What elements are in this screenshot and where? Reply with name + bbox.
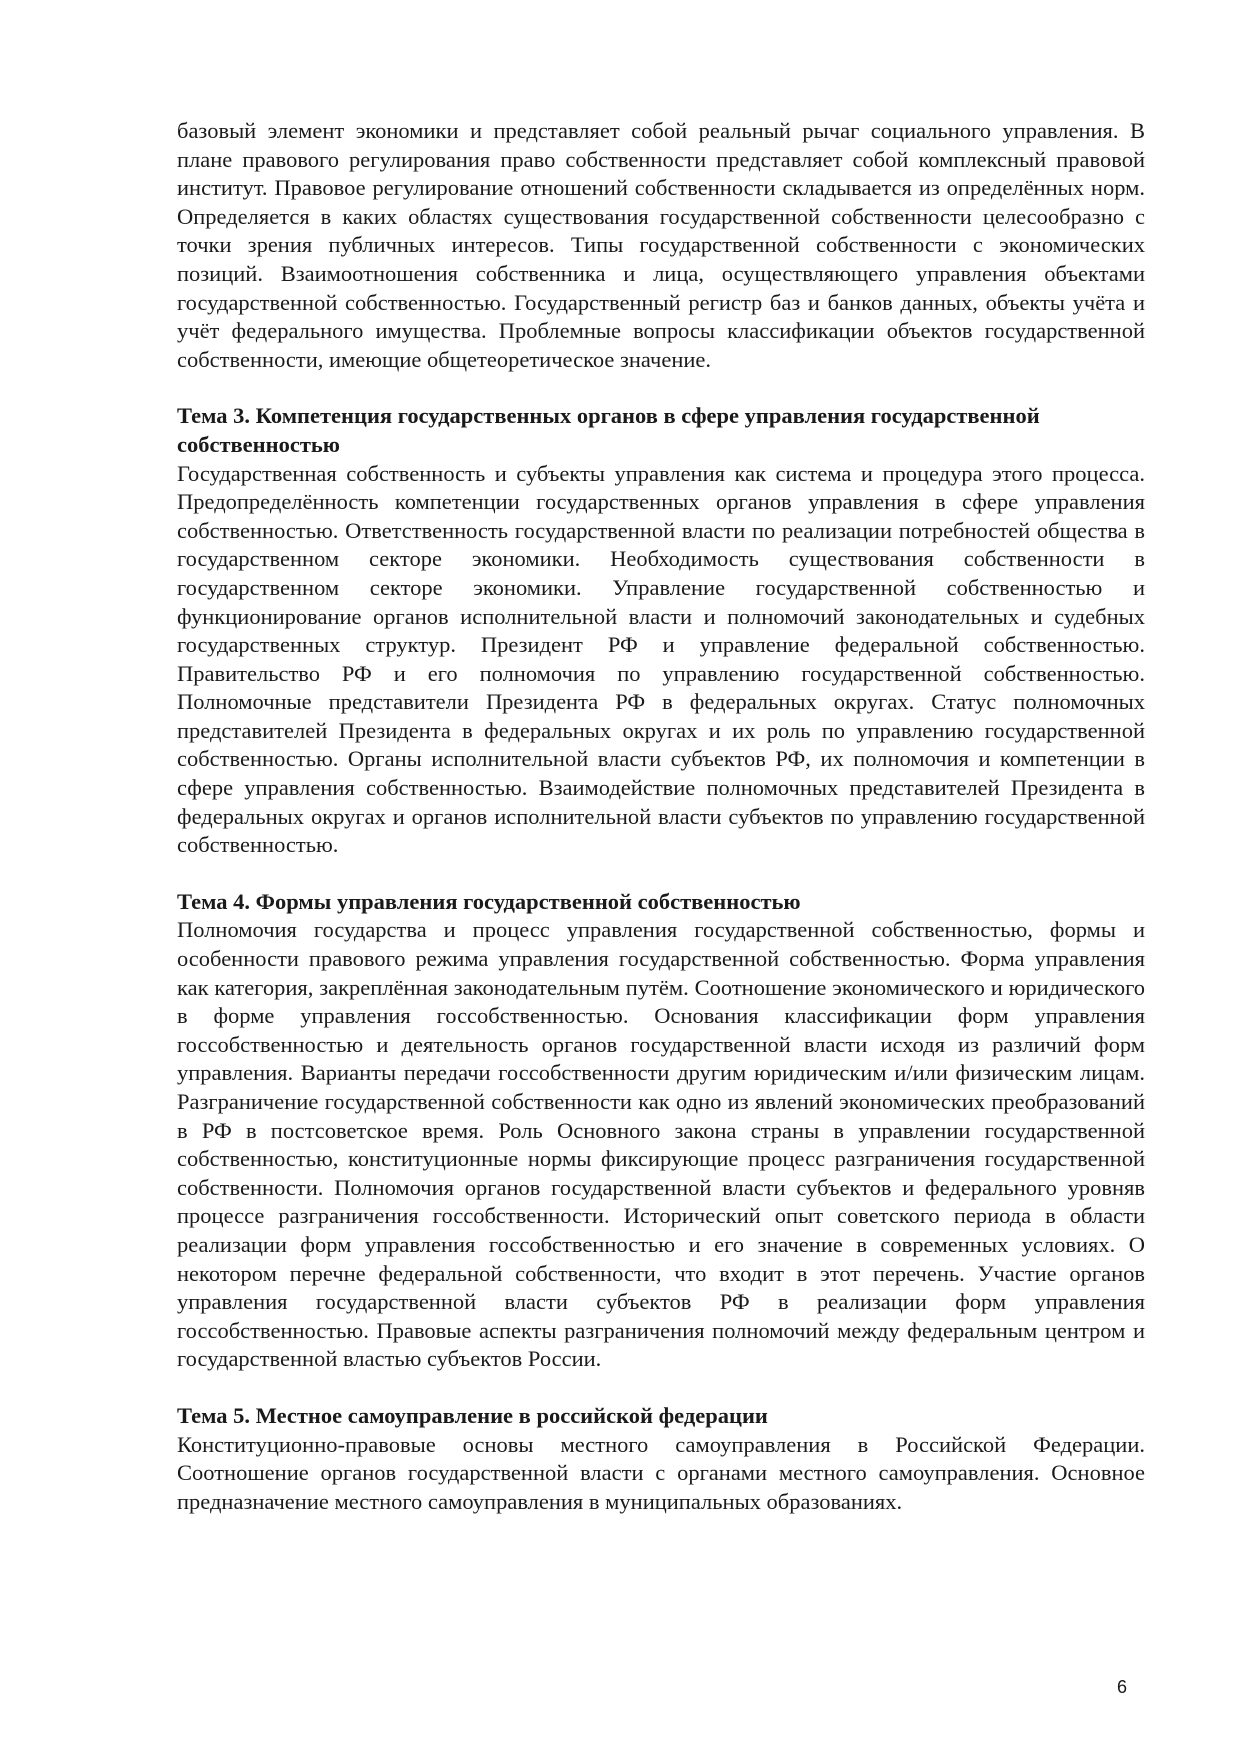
page-number: 6 bbox=[1117, 1677, 1128, 1697]
topic-4-heading: Тема 4. Формы управления государственной собственностью bbox=[177, 888, 801, 914]
topic-3-section bbox=[177, 402, 1145, 860]
topic-5-section bbox=[177, 1402, 1145, 1516]
topic-5-heading: Тема 5. Местное самоуправление в российской федерации bbox=[177, 1402, 768, 1428]
intro-paragraph: базовый элемент экономики и представляет собой реальный рычаг социального управления. В плане правового регулирования право собственности представляет собой комплексный правовой институт. Правовое регулирование отношений собственности складывается из определённых норм. Определяется в каких областях существования государственной собственности целесообразно с точки зрения публичных интересов. Типы государственной собственности с экономических позиций. Взаимоотношения собственника и лица, осуществляющего управления объектами государственной собственностью. Государственный регистр баз и банков данных, объекты учёта и учёт федерального имущества. Проблемные вопросы классификации объектов государственной собственности, имеющие общетеоретическое значение. bbox=[177, 118, 1145, 372]
topic-3-heading: Тема 3. Компетенция государственных органов в сфере управления государственной собственностью bbox=[177, 403, 1040, 457]
document-page bbox=[177, 117, 1145, 1516]
topic-4-body: Полномочия государства и процесс управления государственной собственностью, формы и особенности правового режима управления государственной собственностью. Форма управления как категория, закреплённая законодательным путём. Соотношение экономического и юридического в форме управления госсобственностью. Основания классификации форм управления госсобственностью и деятельность органов государственной власти исходя из различий форм управления. Варианты передачи госсобственности другим юридическим и/или физическим лицам. Разграничение государственной собственности как одно из явлений экономических преобразований в РФ в постсоветское время. Роль Основного закона страны в управлении государственной собственностью, конституционные нормы фиксирующие процесс разграничения государственной собственности. Полномочия органов государственной власти субъектов и федерального уровняв процессе разграничения госсобственности. Исторический опыт советского периода в области реализации форм управления госсобственностью и его значение в современных условиях. О некотором перечне федеральной собственности, что входит в этот перечень. Участие органов управления государственной власти субъектов РФ в реализации форм управления госсобственностью. Правовые аспекты разграничения полномочий между федеральным центром и государственной властью субъектов России. bbox=[177, 917, 1145, 1372]
topic-5-body: Конституционно-правовые основы местного самоуправления в Российской Федерации. Соотношение органов государственной власти с органами местного самоуправления. Основное предназначение местного самоуправления в муниципальных образованиях. bbox=[177, 1431, 1145, 1514]
topic-4-section bbox=[177, 888, 1145, 1374]
topic-3-body: Государственная собственность и субъекты управления как система и процедура этого процесса. Предопределённость компетенции государственных органов управления в сфере управления собственностью. Ответственность государственной власти по реализации потребностей общества в государственном секторе экономики. Необходимость существования собственности в государственном секторе экономики. Управление государственной собственностью и функционирование органов исполнительной власти и полномочий законодательных и судебных государственных структур. Президент РФ и управление федеральной собственностью. Правительство РФ и его полномочия по управлению государственной собственностью. Полномочные представители Президента РФ в федеральных округах. Статус полномочных представителей Президента в федеральных округах и их роль по управлению государственной собственностью. Органы исполнительной власти субъектов РФ, их полномочия и компетенции в сфере управления собственностью. Взаимодействие полномочных представителей Президента в федеральных округах и органов исполнительной власти субъектов по управлению государственной собственностью. bbox=[177, 460, 1145, 858]
